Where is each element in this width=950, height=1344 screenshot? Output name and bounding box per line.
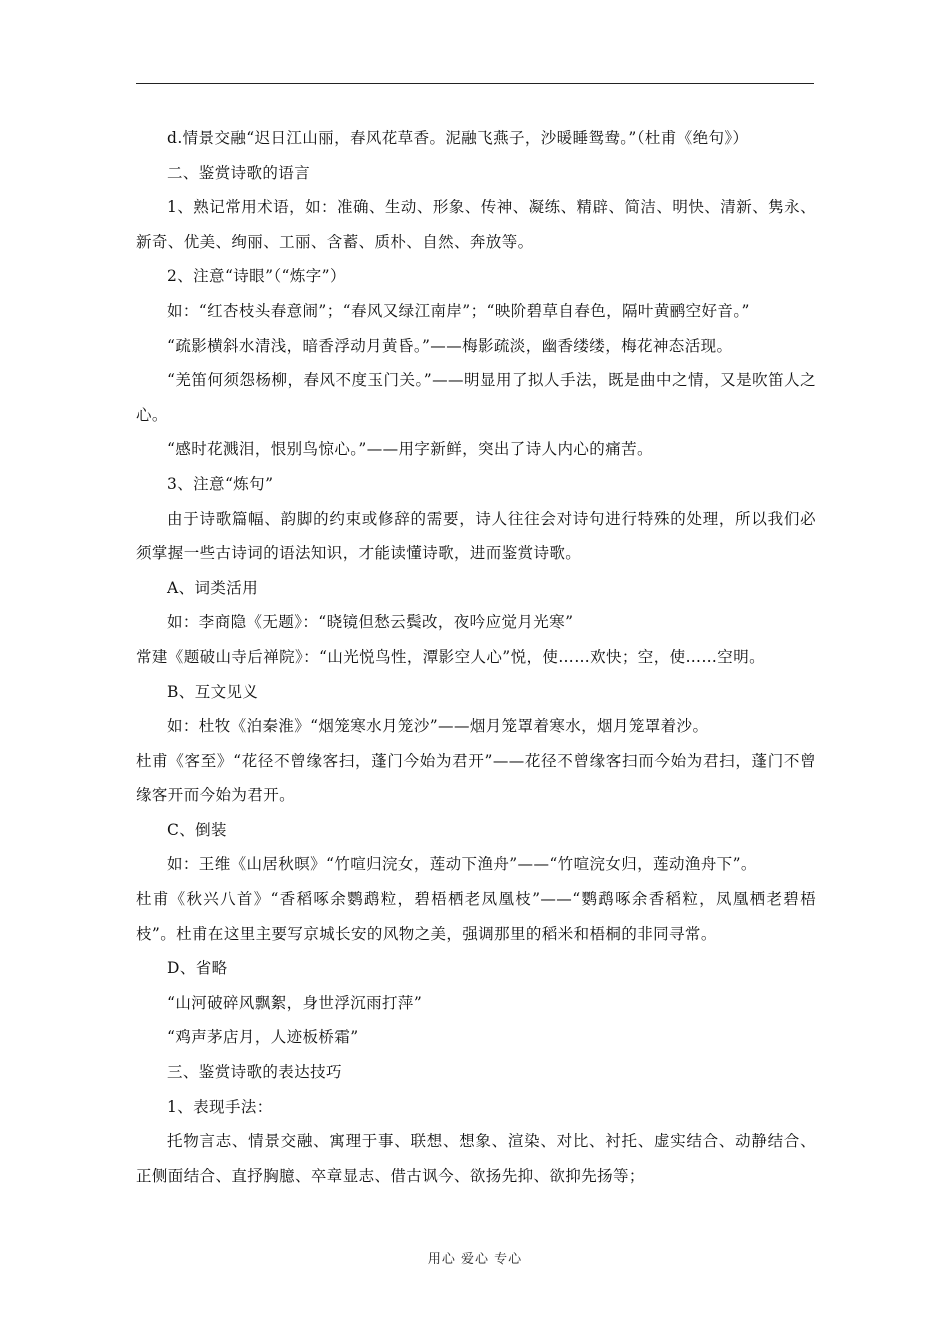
paragraph-flower-tears-example: “感时花溅泪，恨别鸟惊心。”——用字新鲜，突出了诗人内心的痛苦。 xyxy=(167,440,653,459)
page-footer: 用心 爱心 专心 xyxy=(427,1252,523,1267)
subheading-omission: D、省略 xyxy=(167,959,228,978)
paragraph-expression-methods-list: 托物言志、情景交融、寓理于事、联想、想象、渲染、对比、衬托、虚实结合、动静结合、正侧面结合、直抒胸臆、卒章显志、借古讽今、欲扬先抑、欲抑先扬等； xyxy=(136,1132,816,1185)
paragraph-du-fu-guest-example: 杜甫《客至》“花径不曾缘客扫，蓬门今始为君开”——花径不曾缘客扫而今始为君扫，蓬门不曾缘客开而今始为君开。 xyxy=(136,751,816,805)
paragraph-du-fu-autumn-example: 杜甫《秋兴八首》“香稻啄余鹦鹉粒，碧梧栖老凤凰枝”——“鹦鹉啄余香稻粒，凤凰栖老碧梧枝”。杜甫在这里主要写京城长安的风物之美，强调那里的稻米和梧桐的非同寻常。 xyxy=(136,890,816,943)
paragraph-scene-blending-example: d.情景交融“迟日江山丽，春风花草香。泥融飞燕子，沙暖睡鸳鸯。”（杜甫《绝句》） xyxy=(167,129,749,147)
header-rule xyxy=(136,83,814,84)
paragraph-omission-example-2: “鸡声茅店月，人迹板桥霜” xyxy=(167,1028,359,1047)
paragraph-flute-example: “羌笛何须怨杨柳，春风不度玉门关。”——明显用了拟人手法，既是曲中之情，又是吹笛人之心。 xyxy=(136,371,816,424)
paragraph-du-mu-example: 如：杜牧《泊秦淮》“烟笼寒水月笼沙”——烟月笼罩着寒水，烟月笼罩着沙。 xyxy=(167,717,709,736)
subheading-poem-eye: 2、注意“诗眼”（“炼字”） xyxy=(167,267,346,286)
subheading-refined-lines: 3、注意“炼句” xyxy=(167,474,274,493)
paragraph-chang-jian-example: 常建《题破山寺后禅院》：“山光悦鸟性，潭影空人心”悦，使……欢快；空，使……空明。 xyxy=(136,647,766,666)
subheading-expression-methods: 1、表现手法： xyxy=(167,1097,273,1116)
paragraph-li-shangyin-example: 如：李商隐《无题》：“晓镜但愁云鬓改，夜吟应觉月光寒” xyxy=(167,613,574,632)
subheading-word-class: A、词类活用 xyxy=(167,578,259,597)
paragraph-wang-wei-example: 如：王维《山居秋暝》“竹喧归浣女，莲动下渔舟”——“竹喧浣女归，莲动渔舟下”。 xyxy=(167,855,757,874)
document-body xyxy=(136,121,816,1193)
paragraph-plum-example: “疏影横斜水清浅，暗香浮动月黄昏。”——梅影疏淡，幽香缕缕，梅花神态活现。 xyxy=(167,336,733,355)
paragraph-common-terms: 1、熟记常用术语，如：准确、生动、形象、传神、凝练、精辟、简洁、明快、清新、隽永、新奇、优美、绚丽、工丽、含蓄、质朴、自然、奔放等。 xyxy=(136,198,816,251)
subheading-mutual-text: B、互文见义 xyxy=(167,682,259,701)
paragraph-poem-eye-examples: 如：“红杏枝头春意闹”；“春风又绿江南岸”；“映阶碧草自春色，隔叶黄鹂空好音。” xyxy=(167,301,750,320)
paragraph-grammar-intro: 由于诗歌篇幅、韵脚的约束或修辞的需要，诗人往往会对诗句进行特殊的处理，所以我们必须掌握一些古诗词的语法知识，才能读懂诗歌，进而鉴赏诗歌。 xyxy=(136,509,816,563)
section-heading-techniques: 三、鉴赏诗歌的表达技巧 xyxy=(167,1063,342,1082)
section-heading-language: 二、鉴赏诗歌的语言 xyxy=(167,163,311,182)
subheading-inversion: C、倒装 xyxy=(167,820,227,839)
paragraph-omission-example-1: “山河破碎风飘絮，身世浮沉雨打萍” xyxy=(167,993,423,1012)
